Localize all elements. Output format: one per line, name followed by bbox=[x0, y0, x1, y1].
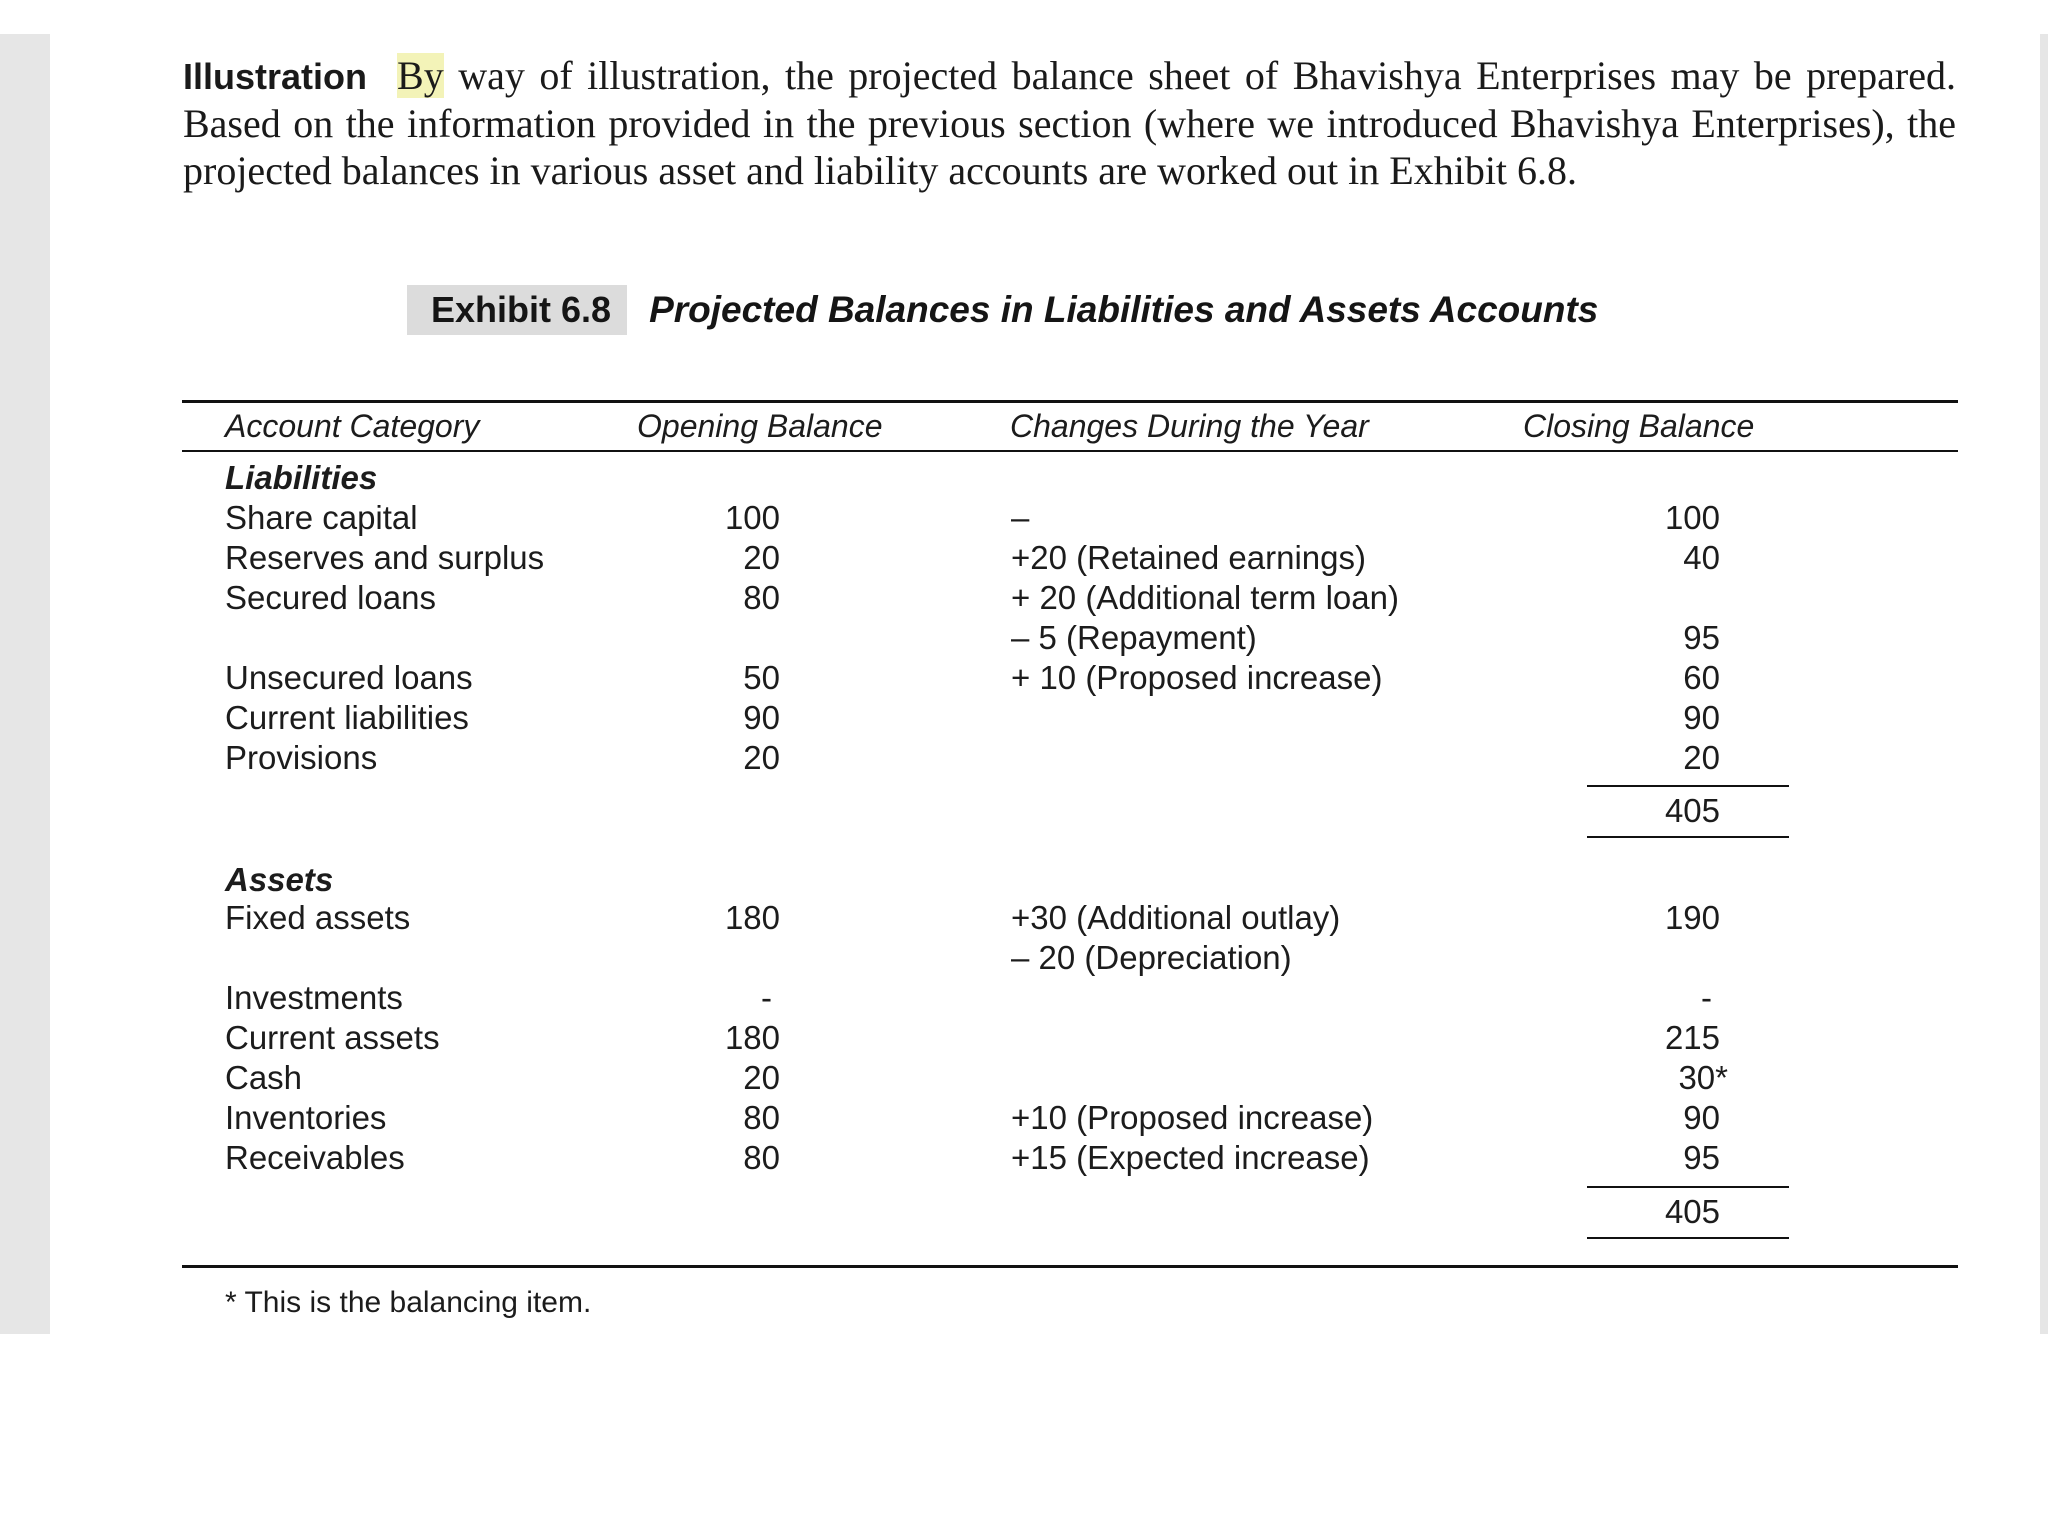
row-closing: 100 bbox=[1664, 499, 1720, 536]
row-opening: 20 bbox=[743, 539, 780, 576]
row-closing: 40 bbox=[1683, 539, 1720, 576]
row-opening: 80 bbox=[743, 1099, 780, 1136]
row-account: Inventories bbox=[225, 1099, 387, 1136]
row-closing: 90 bbox=[1683, 1099, 1720, 1136]
row-opening: 90 bbox=[743, 699, 780, 736]
row-account: Fixed assets bbox=[225, 899, 411, 936]
table-top-rule bbox=[182, 400, 1958, 403]
subtotal-rule bbox=[1587, 1186, 1789, 1188]
total-rule bbox=[1587, 836, 1789, 838]
row-change: +15 (Expected increase) bbox=[1011, 1139, 1370, 1176]
document-page bbox=[50, 34, 2040, 1334]
row-change: – 20 (Depreciation) bbox=[1011, 939, 1292, 976]
row-account: Unsecured loans bbox=[225, 659, 473, 696]
row-account: Cash bbox=[225, 1059, 303, 1096]
row-closing: 90 bbox=[1683, 699, 1720, 736]
row-account: Provisions bbox=[225, 739, 378, 776]
row-opening: 20 bbox=[743, 739, 780, 776]
exhibit-name: Projected Balances in Liabilities and Assets Accounts bbox=[649, 289, 1599, 330]
row-closing: 20 bbox=[1683, 739, 1720, 776]
illustration-label: Illustration bbox=[183, 56, 368, 97]
intro-text: way of illustration, the projected balance sheet of Bhavishya Enterprises may be prepared. Based on the information provided in the previous section (where we introduced Bhavishya Enterprises), the projected balances in various asset and liability accounts are worked out in Exhibit 6.8. bbox=[183, 53, 1956, 193]
row-account: Investments bbox=[225, 979, 403, 1016]
row-opening: 180 bbox=[724, 899, 780, 936]
row-change: +10 (Proposed increase) bbox=[1011, 1099, 1374, 1136]
row-closing: 60 bbox=[1683, 659, 1720, 696]
header-closing-balance: Closing Balance bbox=[1523, 408, 1755, 444]
row-change: – 5 (Repayment) bbox=[1011, 619, 1257, 656]
left-margin-strip bbox=[0, 34, 50, 1334]
row-account: Share capital bbox=[225, 499, 418, 536]
liabilities-total: 405 bbox=[1664, 792, 1720, 829]
intro-paragraph bbox=[183, 52, 1956, 194]
row-closing: 95 bbox=[1683, 619, 1720, 656]
total-rule bbox=[1587, 1237, 1789, 1239]
row-closing: 30* bbox=[1678, 1059, 1728, 1096]
section-label-liabilities: Liabilities bbox=[225, 459, 378, 496]
row-opening: 20 bbox=[743, 1059, 780, 1096]
row-account: Receivables bbox=[225, 1139, 405, 1176]
header-account-category: Account Category bbox=[225, 408, 480, 444]
row-change: + 10 (Proposed increase) bbox=[1011, 659, 1383, 696]
right-margin-strip bbox=[2040, 34, 2048, 1334]
header-opening-balance: Opening Balance bbox=[637, 408, 883, 444]
assets-total: 405 bbox=[1664, 1193, 1720, 1230]
header-changes-during-year: Changes During the Year bbox=[1010, 408, 1369, 444]
table-bottom-rule bbox=[182, 1265, 1958, 1268]
row-closing: 95 bbox=[1683, 1139, 1720, 1176]
exhibit-title bbox=[407, 282, 1598, 338]
row-closing: 190 bbox=[1664, 899, 1720, 936]
row-change: +30 (Additional outlay) bbox=[1011, 899, 1341, 936]
header-bottom-rule bbox=[182, 450, 1958, 452]
row-change: – bbox=[1011, 499, 1030, 536]
row-change: + 20 (Additional term loan) bbox=[1011, 579, 1399, 616]
row-account: Reserves and surplus bbox=[225, 539, 545, 576]
highlighted-word: By bbox=[397, 53, 444, 98]
subtotal-rule bbox=[1587, 785, 1789, 787]
row-opening: 180 bbox=[724, 1019, 780, 1056]
section-label-assets: Assets bbox=[225, 861, 334, 898]
row-change: +20 (Retained earnings) bbox=[1011, 539, 1366, 576]
exhibit-number: Exhibit 6.8 bbox=[407, 285, 627, 335]
row-closing: - bbox=[1701, 979, 1712, 1016]
row-account: Current liabilities bbox=[225, 699, 469, 736]
footnote: * This is the balancing item. bbox=[225, 1286, 592, 1319]
row-opening: 80 bbox=[743, 1139, 780, 1176]
row-opening: 50 bbox=[743, 659, 780, 696]
row-closing: 215 bbox=[1664, 1019, 1720, 1056]
row-opening: - bbox=[761, 979, 772, 1016]
row-account: Secured loans bbox=[225, 579, 436, 616]
row-opening: 80 bbox=[743, 579, 780, 616]
row-account: Current assets bbox=[225, 1019, 440, 1056]
row-opening: 100 bbox=[724, 499, 780, 536]
